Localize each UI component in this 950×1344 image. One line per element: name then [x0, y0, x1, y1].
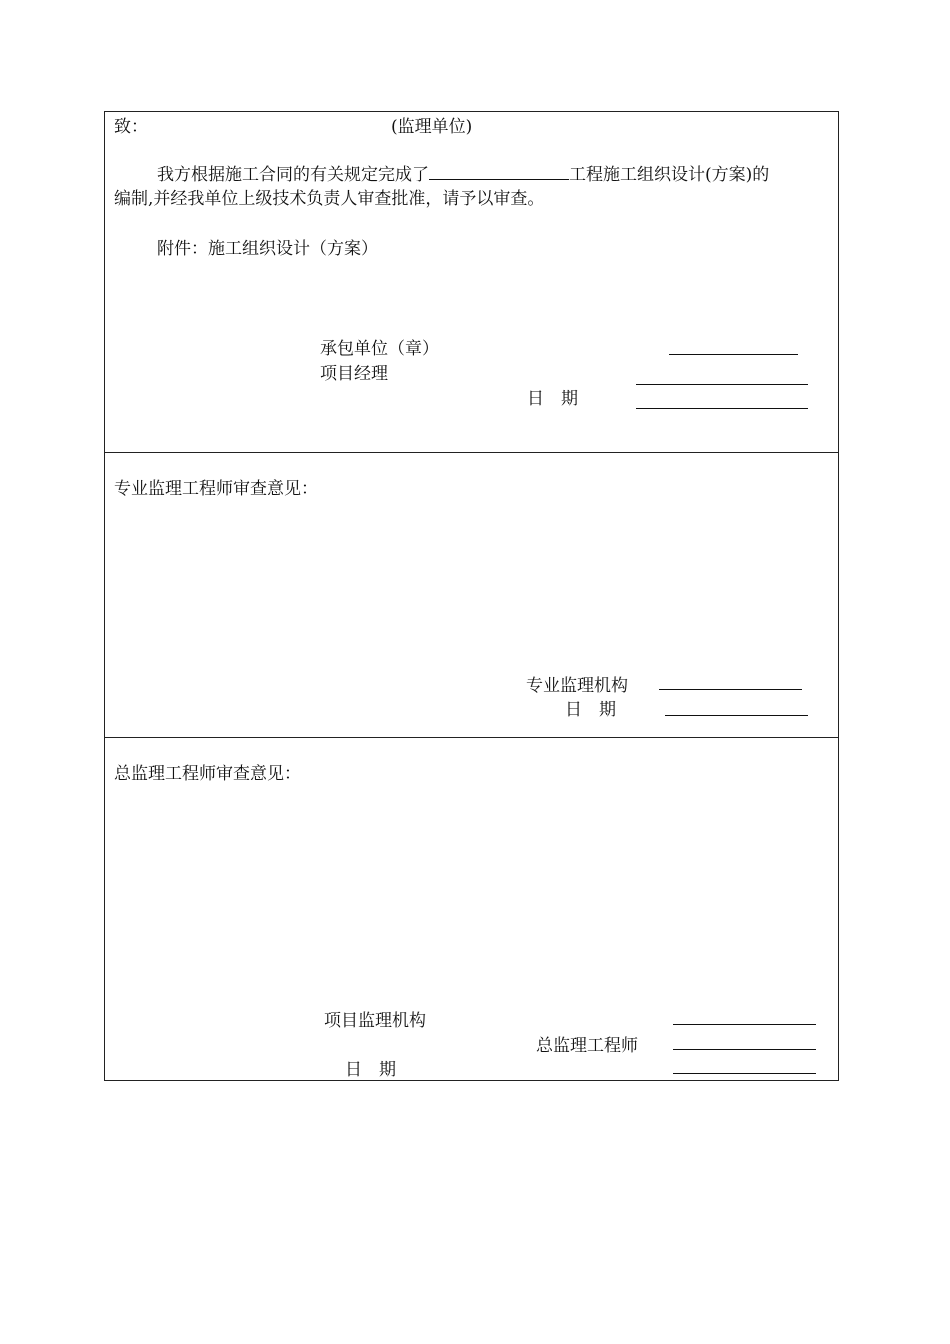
body-text-part2: 工程施工组织设计(方案)的	[569, 165, 770, 185]
chief-date-label: 日 期	[345, 1060, 396, 1080]
specialist-org-label: 专业监理机构	[526, 676, 628, 696]
contractor-date-label: 日 期	[527, 389, 578, 409]
specialist-date-label: 日 期	[565, 700, 616, 720]
specialist-org-blank[interactable]	[659, 689, 802, 690]
contractor-seal-label: 承包单位（章）	[320, 339, 439, 359]
project-manager-blank[interactable]	[636, 384, 808, 385]
to-label: 致：	[114, 117, 148, 137]
construction-plan-review-form	[104, 111, 839, 1081]
project-name-blank[interactable]	[429, 165, 569, 180]
chief-engineer-blank[interactable]	[673, 1049, 816, 1050]
submission-body-line2: 编制,并经我单位上级技术负责人审查批准，请予以审查。	[114, 189, 545, 209]
body-text-part1: 我方根据施工合同的有关规定完成了	[157, 165, 429, 185]
specialist-review-section	[105, 453, 838, 738]
specialist-opinion-label: 专业监理工程师审查意见：	[114, 479, 318, 499]
specialist-date-blank[interactable]	[665, 715, 808, 716]
project-manager-label: 项目经理	[320, 364, 388, 384]
supervision-unit-label: (监理单位)	[391, 117, 473, 137]
chief-review-section	[105, 738, 838, 1081]
chief-engineer-label: 总监理工程师	[536, 1036, 638, 1056]
project-org-label: 项目监理机构	[324, 1011, 426, 1031]
project-org-blank[interactable]	[673, 1024, 816, 1025]
contractor-seal-blank[interactable]	[669, 354, 798, 355]
chief-date-blank[interactable]	[673, 1073, 816, 1074]
submission-section	[105, 112, 838, 453]
submission-body-line1	[157, 164, 769, 186]
chief-opinion-label: 总监理工程师审查意见：	[114, 764, 301, 784]
contractor-date-blank[interactable]	[636, 408, 808, 409]
attachment-label: 附件：施工组织设计（方案）	[157, 239, 378, 259]
